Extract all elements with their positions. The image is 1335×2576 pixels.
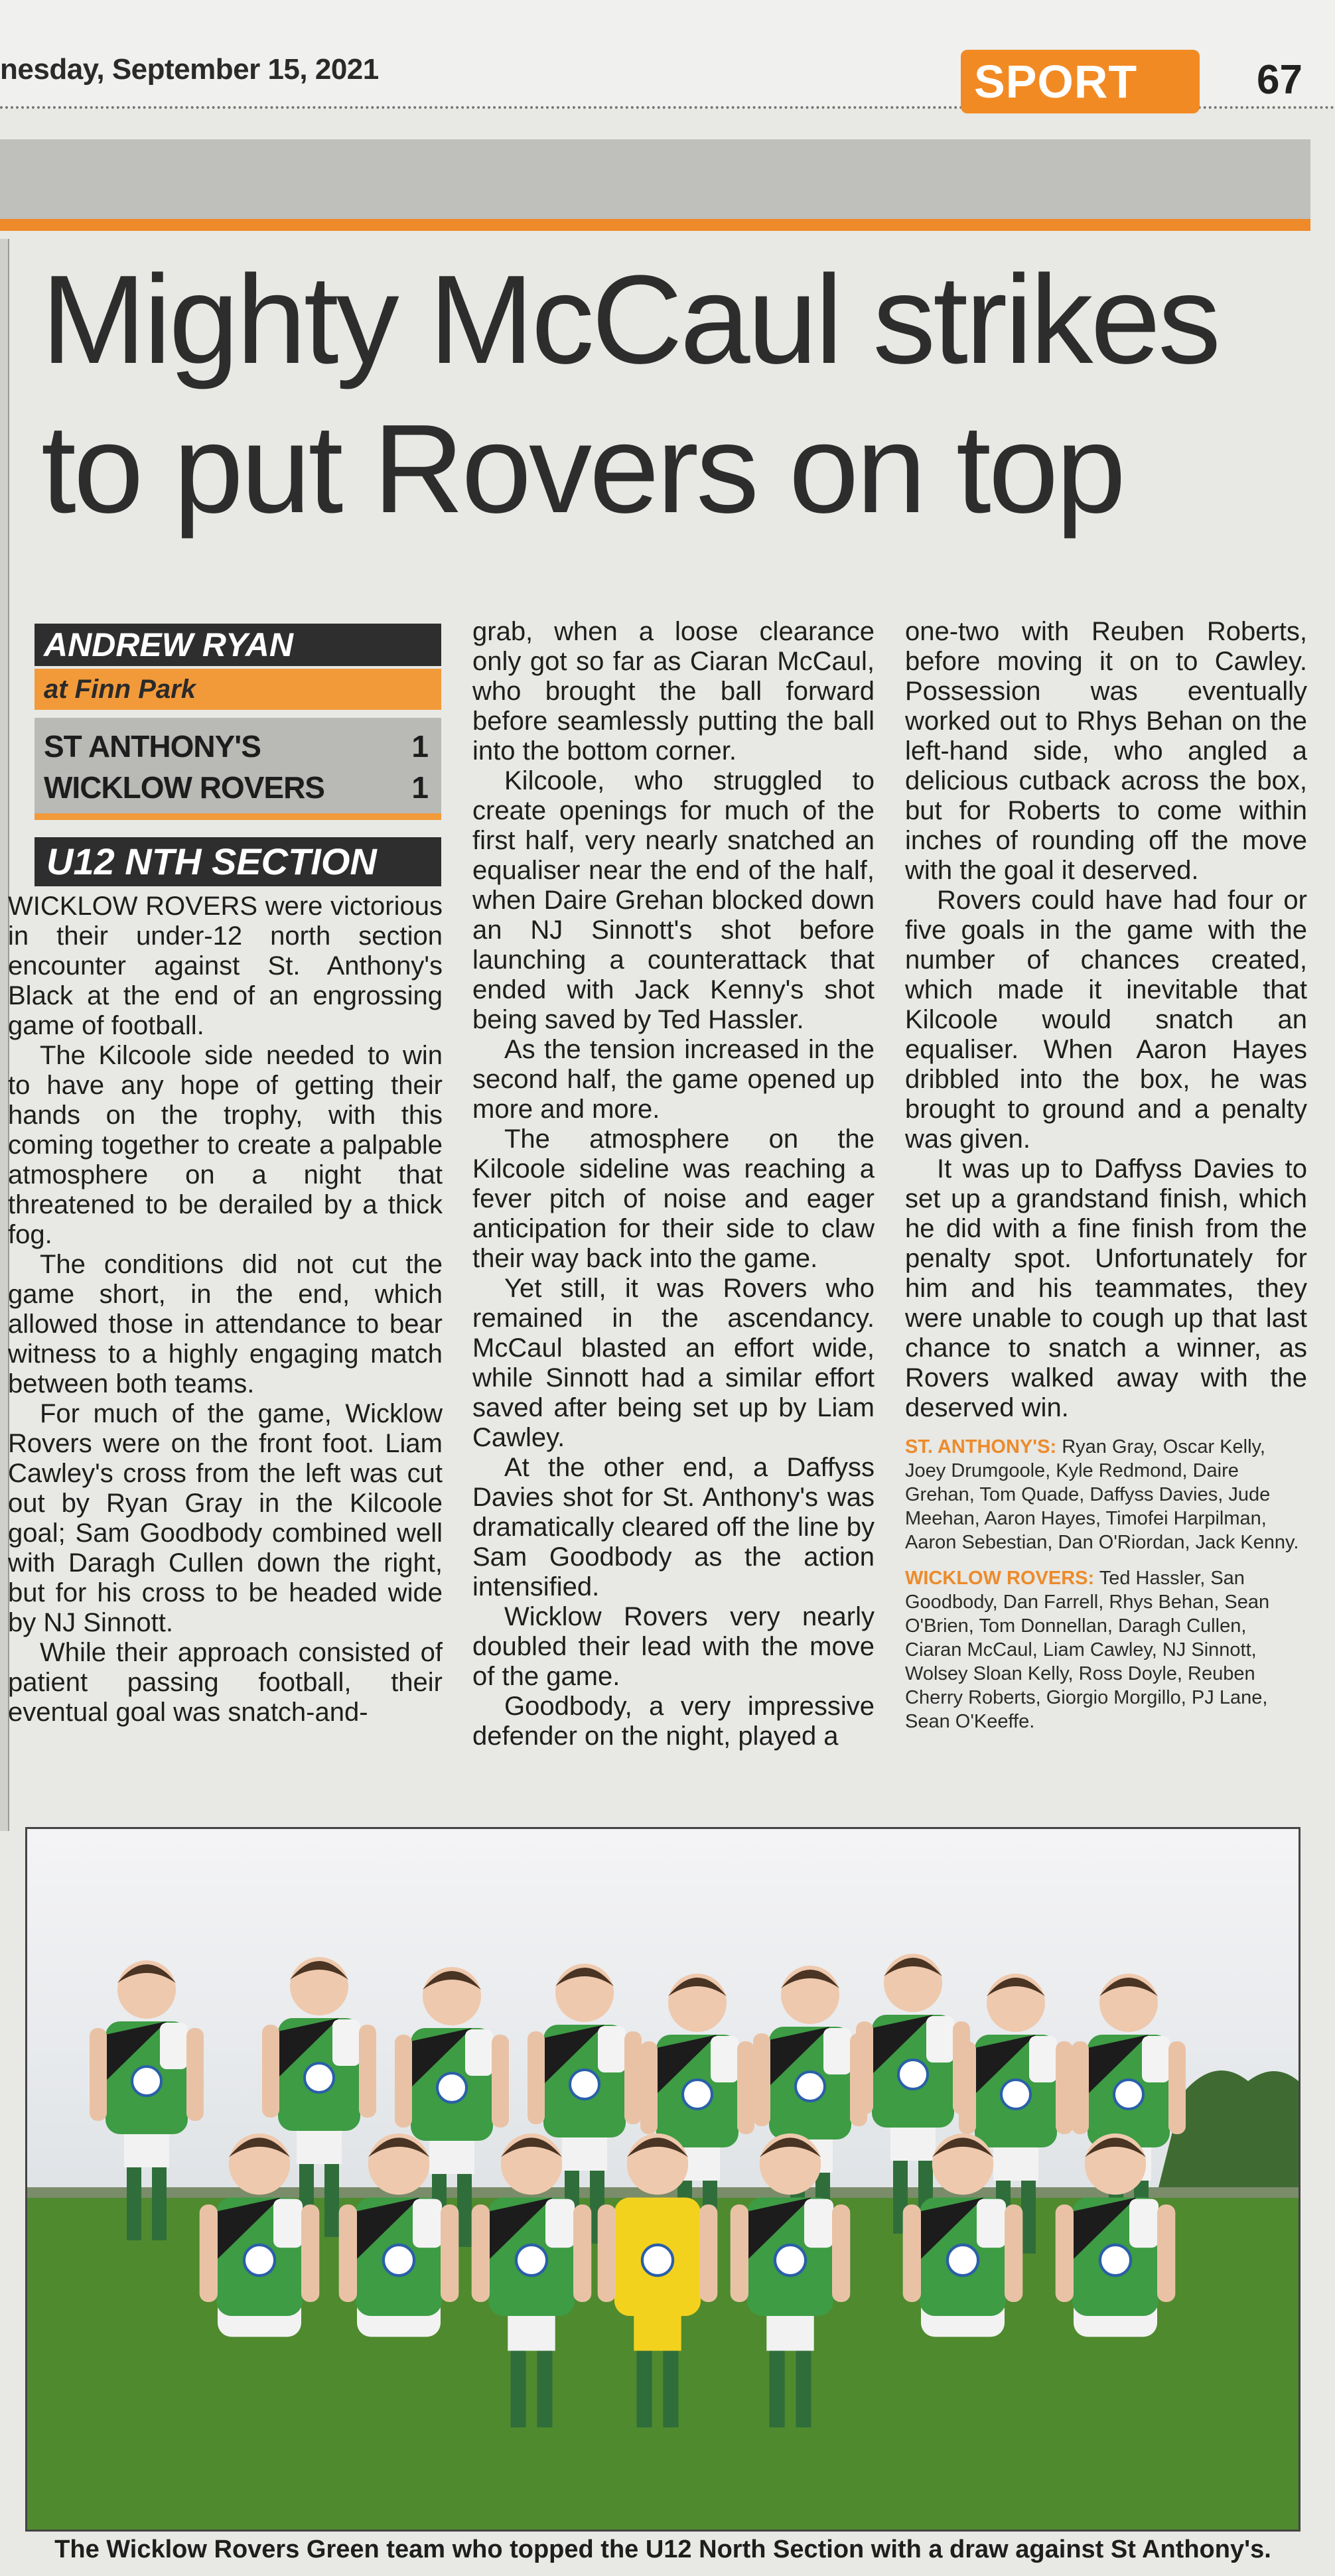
headline (41, 245, 1289, 544)
paragraph: The conditions did not cut the game short, in the end, which allowed those in attendance to bear witness to a highly engaging match between both teams. (8, 1250, 443, 1398)
team-photo-illustration (27, 1829, 1299, 2530)
paragraph: Wicklow Rovers very nearly doubled their lead with the move of the game. (472, 1602, 875, 1691)
lineup-players: Ted Hassler, San Goodbody, Dan Farrell, Rhys Behan, Sean O'Brien, Tom Donnellan, Daragh Cullen, Ciaran McCaul, Liam Cawley, NJ Sinnott, Wolsey Sloan Kelly, Ross Doyle, Reuben Cherry Roberts, Giorgio Morgillo, PJ Lane, Sean O'Keeffe. (905, 1568, 1270, 1732)
section-badge: SPORT (961, 50, 1200, 113)
paragraph: Yet still, it was Rovers who remained in the ascendancy. McCaul blasted an effort wide, while Sinnott had a similar effort saved after being set up by Liam Cawley. (472, 1274, 875, 1452)
article-column-2 (472, 617, 875, 1751)
lineup-players: Ryan Gray, Oscar Kelly, Joey Drumgoole, Kyle Redmond, Daire Grehan, Tom Quade, Daffyss Davies, Jude Meehan, Aaron Hayes, Timofei Harpilman, Aaron Sebestian, Dan O'Riordan, Jack Kenny. (905, 1436, 1299, 1553)
paragraph: grab, when a loose clearance only got so far as Ciaran McCaul, who brought the ball forward before seamlessly putting the ball into the bottom corner. (472, 617, 875, 766)
section-label: U12 NTH SECTION (35, 837, 441, 886)
issue-date: nesday, September 15, 2021 (0, 53, 379, 86)
lineup-wicklow-rovers (905, 1566, 1307, 1733)
paragraph: The Kilcoole side needed to win to have any hope of getting their hands on the trophy, with this coming together to create a palpable atmosphere on a night that threatened to be derailed by a thick fog. (8, 1041, 443, 1249)
team-score: 1 (411, 729, 428, 764)
team-photo (25, 1827, 1300, 2532)
paragraph: As the tension increased in the second half, the game opened up more and more. (472, 1035, 875, 1124)
paragraph: For much of the game, Wicklow Rovers were on the front foot. Liam Cawley's cross from the left was cut out by Ryan Gray in the Kilcoole goal; Sam Goodbody combined well with Daragh Cullen down the right, but for his cross to be headed wide by NJ Sinnott. (8, 1399, 443, 1637)
team-score: 1 (411, 770, 428, 805)
paragraph: The atmosphere on the Kilcoole sideline was reaching a fever pitch of noise and eager anticipation for their side to claw their way back into the game. (472, 1124, 875, 1273)
venue-label: at Finn Park (35, 669, 441, 710)
page-header (0, 0, 1335, 109)
header-band (0, 139, 1310, 219)
article-column-1 (8, 892, 443, 1728)
score-row-away (44, 770, 432, 805)
lineup-team: ST. ANTHONY'S: (905, 1436, 1057, 1457)
headline-line-1: Mighty McCaul strikes (41, 249, 1219, 390)
paragraph: It was up to Daffyss Davies to set up a grandstand finish, which he did with a fine finish from the penalty spot. Unfortunately for him and his teammates, they were unable to cough up that last chance to snatch a winner, as Rovers walked away with the deserved win. (905, 1154, 1307, 1422)
paragraph: While their approach consisted of patient passing football, their eventual goal was snatch-and- (8, 1638, 443, 1727)
paragraph: one-two with Reuben Roberts, before moving it on to Cawley. Possession was eventually worked out to Rhys Behan on the left-hand side, who angled a delicious cutback across the box, but for Roberts to come within inches of rounding off the move with the goal it deserved. (905, 617, 1307, 885)
paragraph: Kilcoole, who struggled to create openings for much of the first half, very nearly snatched an equaliser near the end of the half, when Daire Grehan blocked down an NJ Sinnott's shot before launching a counterattack that ended with Jack Kenny's shot being saved by Ted Hassler. (472, 766, 875, 1034)
lineup-team: WICKLOW ROVERS: (905, 1568, 1095, 1589)
paragraph: At the other end, a Daffyss Davies shot for St. Anthony's was dramatically cleared off the line by Sam Goodbody as the action intensified. (472, 1453, 875, 1601)
paragraph: Goodbody, a very impressive defender on the night, played a (472, 1692, 875, 1751)
article-column-3 (905, 617, 1307, 1733)
author-byline: ANDREW RYAN (35, 624, 441, 666)
team-name: WICKLOW ROVERS (44, 770, 324, 805)
score-row-home (44, 728, 432, 764)
lineup-st-anthonys (905, 1435, 1307, 1554)
team-name: ST ANTHONY'S (44, 729, 261, 764)
paragraph: Rovers could have had four or five goals in the game with the number of chances created, which made it inevitable that Kilcoole would snatch an equaliser. When Aaron Hayes dribbled into the box, he was brought to ground and a penalty was given. (905, 886, 1307, 1154)
photo-caption: The Wicklow Rovers Green team who topped the U12 North Section with a draw against St Anthony's. (54, 2536, 1271, 2563)
paragraph: WICKLOW ROVERS were victorious in their under-12 north section encounter against St. Anthony's Black at the end of an engrossing game of football. (8, 892, 443, 1040)
headline-line-2: to put Rovers on top (41, 399, 1124, 539)
score-box (35, 718, 441, 820)
orange-rule (0, 219, 1310, 231)
page-number: 67 (1257, 57, 1302, 103)
